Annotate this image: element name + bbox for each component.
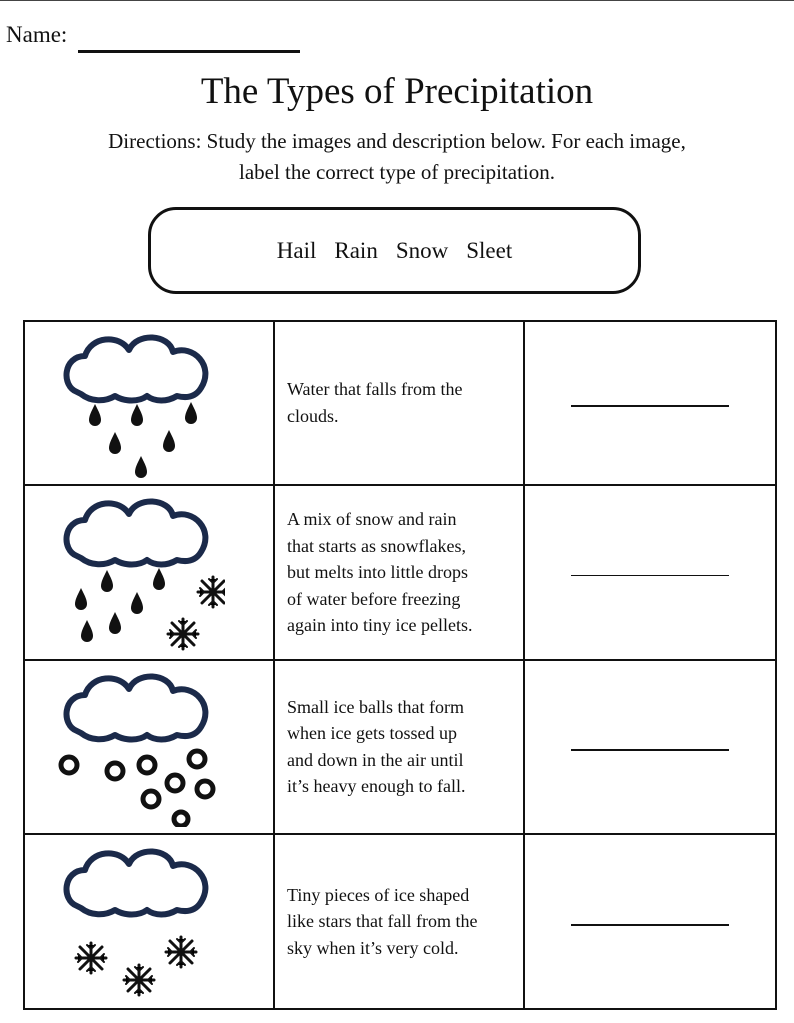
name-label: Name: <box>6 22 68 47</box>
image-cell <box>24 485 274 660</box>
sleet-cloud-icon <box>55 492 225 652</box>
description-line: of water before freezing <box>287 588 461 609</box>
page-title: The Types of Precipitation <box>200 71 594 112</box>
description-line: that starts as snowflakes, <box>287 535 466 556</box>
image-cell <box>24 834 274 1009</box>
description-cell <box>274 485 524 660</box>
snow-cloud-icon <box>55 842 225 1002</box>
description-line: again into tiny ice pellets. <box>287 615 473 635</box>
description-line: Small ice balls that form <box>287 696 464 717</box>
table-row <box>24 660 776 835</box>
description-text <box>275 376 523 429</box>
answer-line[interactable] <box>571 924 729 926</box>
description-line: when ice gets tossed up <box>287 723 457 744</box>
rain-cloud-icon <box>55 328 225 478</box>
image-cell <box>24 321 274 485</box>
answer-line[interactable] <box>571 405 729 407</box>
directions-line-1: Directions: Study the images and description below. For each image, <box>108 129 686 153</box>
word-bank <box>148 207 641 294</box>
precipitation-table <box>23 320 777 1010</box>
table-row <box>24 485 776 660</box>
description-text <box>275 694 523 800</box>
answer-cell[interactable] <box>524 834 776 1009</box>
description-line: but melts into little drops <box>287 562 468 582</box>
answer-cell[interactable] <box>524 485 776 660</box>
hail-cloud-icon <box>55 667 225 827</box>
description-cell <box>274 321 524 485</box>
description-line: and down in the air until <box>287 749 464 770</box>
description-line: A mix of snow and rain <box>287 509 457 529</box>
description-cell <box>274 660 524 835</box>
description-cell <box>274 834 524 1009</box>
description-line: Water that falls from the <box>287 379 463 400</box>
description-text <box>275 882 523 962</box>
answer-line[interactable] <box>571 575 729 577</box>
table-row <box>24 834 776 1009</box>
answer-line[interactable] <box>571 749 729 751</box>
directions <box>40 126 754 188</box>
description-line: like stars that fall from the <box>287 911 478 932</box>
word-bank-item: Rain <box>334 237 378 263</box>
word-bank-item: Snow <box>395 237 449 263</box>
name-input-line[interactable] <box>78 50 300 53</box>
directions-line-2: label the correct type of precipitation. <box>238 160 556 184</box>
description-line: Tiny pieces of ice shaped <box>287 884 470 905</box>
description-line: clouds. <box>287 405 339 426</box>
top-border <box>0 0 794 1</box>
table-row <box>24 321 776 485</box>
word-bank-item: Sleet <box>466 237 513 263</box>
description-text <box>275 506 523 639</box>
answer-cell[interactable] <box>524 321 776 485</box>
description-line: it’s heavy enough to fall. <box>287 776 466 797</box>
image-cell <box>24 660 274 835</box>
description-line: sky when it’s very cold. <box>287 937 459 958</box>
word-bank-item: Hail <box>276 237 317 263</box>
answer-cell[interactable] <box>524 660 776 835</box>
